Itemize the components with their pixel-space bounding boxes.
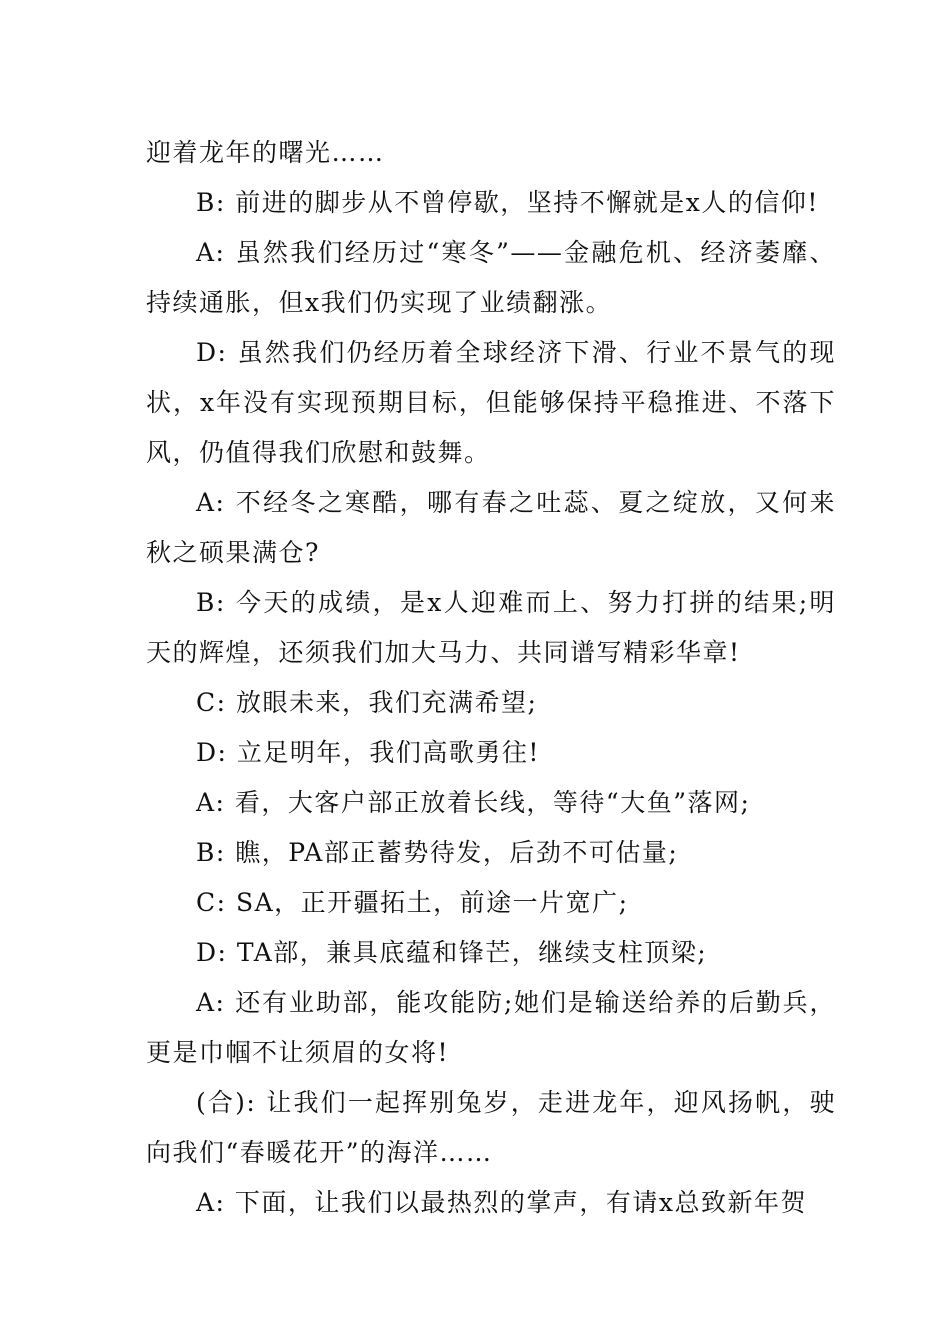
paragraph: B: 瞧，PA部正蓄势待发，后劲不可估量; xyxy=(196,838,679,867)
paragraph: D: 立足明年，我们高歌勇往! xyxy=(196,738,540,767)
paragraph: A: 虽然我们经历过“寒冬”——金融危机、经济萎靡、持续通胀，但x我们仍实现了业绩翻涨。 xyxy=(146,238,836,317)
paragraph: A: 下面，让我们以最热烈的掌声，有请x总致新年贺 xyxy=(196,1188,808,1217)
paragraph: A: 看，大客户部正放着长线，等待“大鱼”落网; xyxy=(196,788,751,817)
paragraph: B: 今天的成绩，是x人迎难而上、努力打拼的结果;明天的辉煌，还须我们加大马力、共同谱写精彩华章! xyxy=(146,588,836,667)
document-body xyxy=(146,128,836,1228)
paragraph: C: SA，正开疆拓土，前途一片宽广; xyxy=(196,888,629,917)
paragraph: 迎着龙年的曙光…… xyxy=(146,138,385,167)
paragraph: A: 还有业助部，能攻能防;她们是输送给养的后勤兵，更是巾帼不让须眉的女将! xyxy=(146,988,836,1067)
paragraph: (合): 让我们一起挥别兔岁，走进龙年，迎风扬帆，驶向我们“春暖花开”的海洋…… xyxy=(146,1088,836,1167)
paragraph: D: 虽然我们仍经历着全球经济下滑、行业不景气的现状，x年没有实现预期目标，但能够保持平稳推进、不落下风，仍值得我们欣慰和鼓舞。 xyxy=(146,338,836,467)
paragraph: C: 放眼未来，我们充满希望; xyxy=(196,688,538,717)
paragraph: D: TA部，兼具底蕴和锋芒，继续支柱顶梁; xyxy=(196,938,708,967)
paragraph: A: 不经冬之寒酷，哪有春之吐蕊、夏之绽放，又何来秋之硕果满仓? xyxy=(146,488,836,567)
paragraph: B: 前进的脚步从不曾停歇，坚持不懈就是x人的信仰! xyxy=(196,188,819,217)
